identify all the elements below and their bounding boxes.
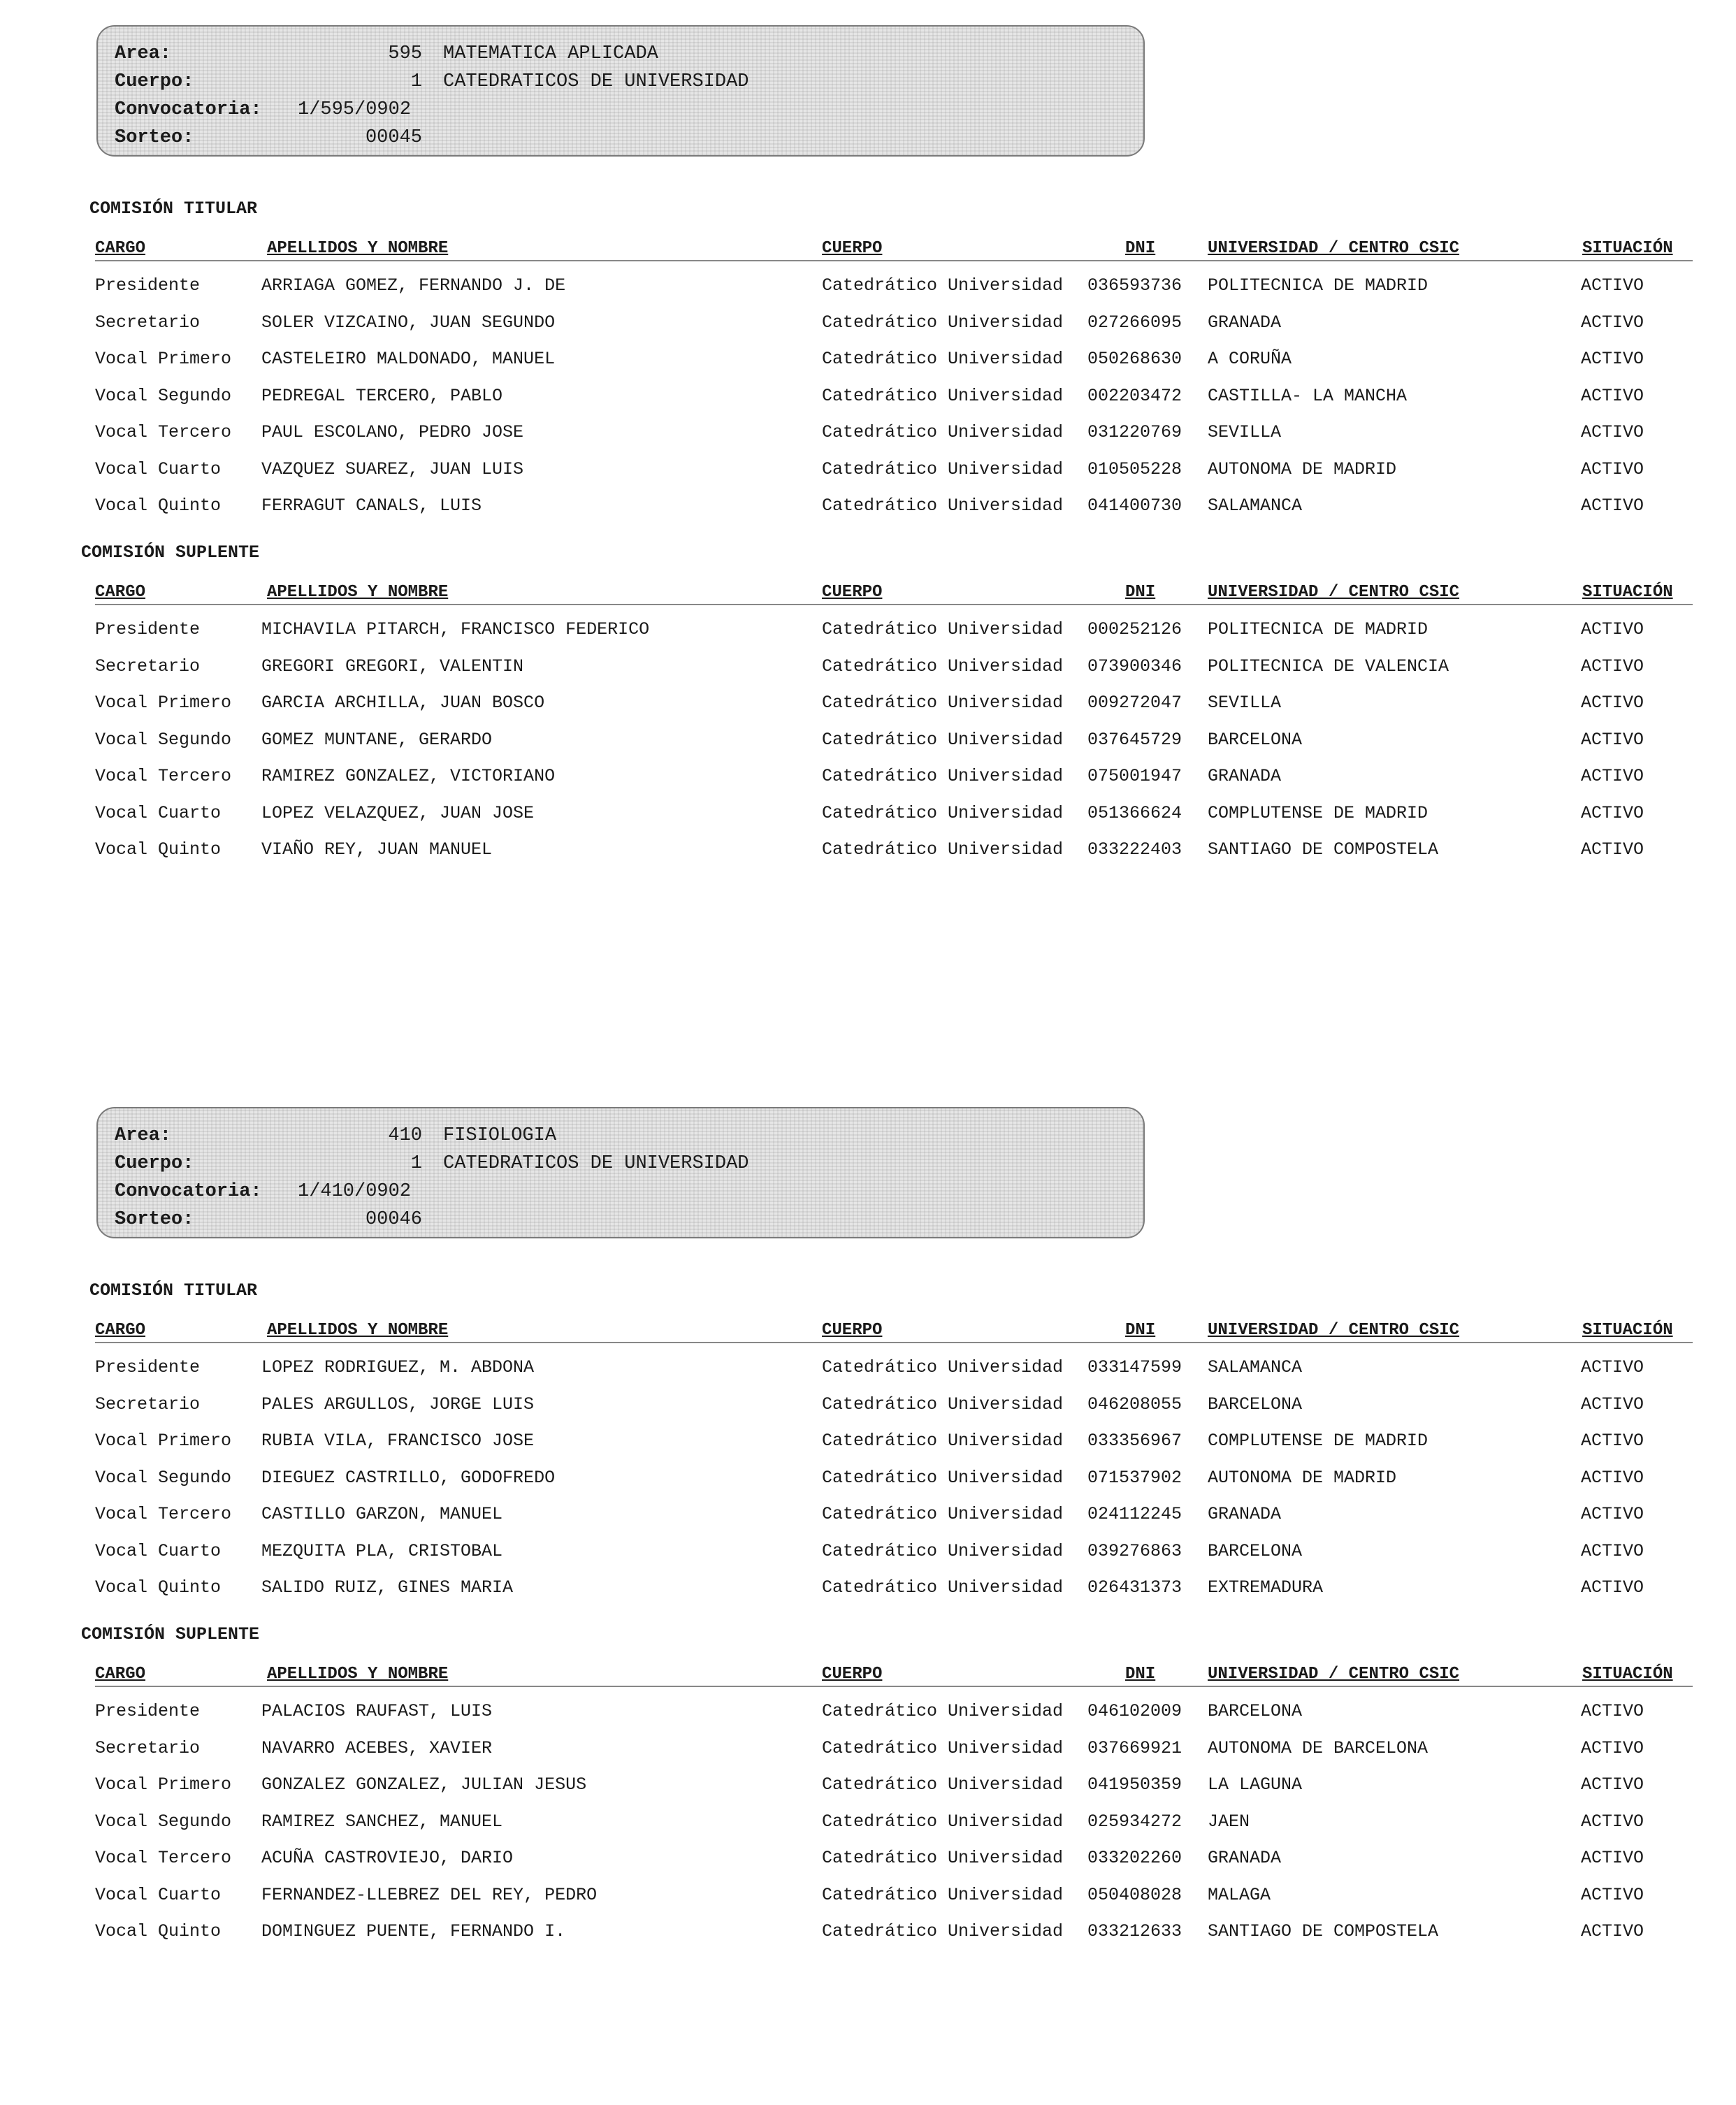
cargo-cell: Presidente xyxy=(95,275,201,296)
cuerpo-cell: Catedrático Universidad xyxy=(822,619,1064,639)
situacion-cell: ACTIVO xyxy=(1581,619,1644,639)
cuerpo-cell: Catedrático Universidad xyxy=(822,1394,1064,1415)
dni-cell: 033212633 xyxy=(1087,1921,1182,1941)
situacion-cell: ACTIVO xyxy=(1581,1504,1644,1524)
header-cuerpo: CUERPO xyxy=(822,239,883,258)
cuerpo-cell: Catedrático Universidad xyxy=(822,422,1064,442)
section-suplente-title: COMISIÓN SUPLENTE xyxy=(81,1624,260,1644)
header-rule xyxy=(95,1686,1693,1687)
cargo-cell: Vocal Primero xyxy=(95,1431,232,1451)
dni-cell: 026431373 xyxy=(1087,1577,1182,1598)
cuerpo-cell: Catedrático Universidad xyxy=(822,839,1064,860)
header-cuerpo: CUERPO xyxy=(822,1665,883,1684)
universidad-cell: POLITECNICA DE MADRID xyxy=(1208,275,1428,296)
dni-cell: 033202260 xyxy=(1087,1848,1182,1868)
area-code: 595 xyxy=(388,43,422,64)
cargo-cell: Presidente xyxy=(95,1357,201,1377)
cuerpo-cell: Catedrático Universidad xyxy=(822,1884,1064,1905)
sorteo-value: 00045 xyxy=(365,127,422,148)
header-universidad: UNIVERSIDAD / CENTRO CSIC xyxy=(1208,239,1460,258)
nombre-cell: GARCIA ARCHILLA, JUAN BOSCO xyxy=(261,693,545,713)
cuerpo-cell: Catedrático Universidad xyxy=(822,656,1064,677)
universidad-cell: LA LAGUNA xyxy=(1208,1774,1303,1795)
cuerpo-cell: Catedrático Universidad xyxy=(822,1431,1064,1451)
cuerpo-label: Cuerpo: xyxy=(115,71,194,92)
dni-cell: 050408028 xyxy=(1087,1884,1182,1905)
universidad-cell: SALAMANCA xyxy=(1208,1357,1303,1377)
header-rule xyxy=(95,260,1693,261)
convocatoria-value: 1/595/0902 xyxy=(298,99,412,120)
table-row xyxy=(0,1541,1736,1577)
header-cargo: CARGO xyxy=(95,1665,146,1684)
table-row xyxy=(0,839,1736,876)
nombre-cell: GREGORI GREGORI, VALENTIN xyxy=(261,656,524,677)
cuerpo-cell: Catedrático Universidad xyxy=(822,275,1064,296)
nombre-cell: LOPEZ VELAZQUEZ, JUAN JOSE xyxy=(261,802,535,823)
header-situacion: SITUACIÓN xyxy=(1582,239,1673,258)
table-row xyxy=(0,1701,1736,1737)
nombre-cell: MEZQUITA PLA, CRISTOBAL xyxy=(261,1540,503,1561)
header-nombre: APELLIDOS Y NOMBRE xyxy=(267,1321,449,1340)
header-cargo: CARGO xyxy=(95,583,146,602)
nombre-cell: RAMIREZ SANCHEZ, MANUEL xyxy=(261,1811,503,1832)
cargo-cell: Vocal Quinto xyxy=(95,495,222,516)
area-label: Area: xyxy=(115,43,172,64)
dni-cell: 037645729 xyxy=(1087,729,1182,750)
cargo-cell: Vocal Segundo xyxy=(95,385,232,406)
cargo-cell: Vocal Quinto xyxy=(95,1921,222,1941)
dni-cell: 010505228 xyxy=(1087,458,1182,479)
table-row xyxy=(0,1738,1736,1774)
cargo-cell: Vocal Cuarto xyxy=(95,1884,222,1905)
universidad-cell: AUTONOMA DE MADRID xyxy=(1208,458,1397,479)
area-label: Area: xyxy=(115,1125,172,1146)
cuerpo-cell: Catedrático Universidad xyxy=(822,1921,1064,1941)
info-box xyxy=(96,25,1145,157)
header-dni: DNI xyxy=(1125,1321,1156,1340)
cuerpo-code: 1 xyxy=(410,71,422,92)
cargo-cell: Secretario xyxy=(95,1737,201,1758)
dni-cell: 009272047 xyxy=(1087,693,1182,713)
cuerpo-cell: Catedrático Universidad xyxy=(822,349,1064,369)
cuerpo-cell: Catedrático Universidad xyxy=(822,385,1064,406)
table-row xyxy=(0,1921,1736,1958)
universidad-cell: BARCELONA xyxy=(1208,1701,1303,1721)
universidad-cell: AUTONOMA DE MADRID xyxy=(1208,1467,1397,1488)
header-nombre: APELLIDOS Y NOMBRE xyxy=(267,239,449,258)
table-row xyxy=(0,1468,1736,1504)
header-dni: DNI xyxy=(1125,1665,1156,1684)
header-universidad: UNIVERSIDAD / CENTRO CSIC xyxy=(1208,583,1460,602)
situacion-cell: ACTIVO xyxy=(1581,495,1644,516)
universidad-cell: GRANADA xyxy=(1208,1848,1282,1868)
situacion-cell: ACTIVO xyxy=(1581,1921,1644,1941)
cuerpo-cell: Catedrático Universidad xyxy=(822,458,1064,479)
cuerpo-cell: Catedrático Universidad xyxy=(822,1774,1064,1795)
situacion-cell: ACTIVO xyxy=(1581,275,1644,296)
cargo-cell: Secretario xyxy=(95,312,201,333)
situacion-cell: ACTIVO xyxy=(1581,729,1644,750)
situacion-cell: ACTIVO xyxy=(1581,1884,1644,1905)
cuerpo-cell: Catedrático Universidad xyxy=(822,312,1064,333)
dni-cell: 046208055 xyxy=(1087,1394,1182,1415)
situacion-cell: ACTIVO xyxy=(1581,1737,1644,1758)
situacion-cell: ACTIVO xyxy=(1581,312,1644,333)
nombre-cell: PALACIOS RAUFAST, LUIS xyxy=(261,1701,493,1721)
nombre-cell: PAUL ESCOLANO, PEDRO JOSE xyxy=(261,422,524,442)
situacion-cell: ACTIVO xyxy=(1581,1431,1644,1451)
nombre-cell: ACUÑA CASTROVIEJO, DARIO xyxy=(261,1848,514,1868)
nombre-cell: GOMEZ MUNTANE, GERARDO xyxy=(261,729,493,750)
situacion-cell: ACTIVO xyxy=(1581,1577,1644,1598)
dni-cell: 033222403 xyxy=(1087,839,1182,860)
area-name: FISIOLOGIA xyxy=(443,1125,557,1146)
nombre-cell: VAZQUEZ SUAREZ, JUAN LUIS xyxy=(261,458,524,479)
table-row xyxy=(0,422,1736,458)
header-universidad: UNIVERSIDAD / CENTRO CSIC xyxy=(1208,1321,1460,1340)
cuerpo-cell: Catedrático Universidad xyxy=(822,1357,1064,1377)
nombre-cell: FERNANDEZ-LLEBREZ DEL REY, PEDRO xyxy=(261,1884,598,1905)
universidad-cell: MALAGA xyxy=(1208,1884,1271,1905)
universidad-cell: SALAMANCA xyxy=(1208,495,1303,516)
nombre-cell: DIEGUEZ CASTRILLO, GODOFREDO xyxy=(261,1467,556,1488)
dni-cell: 025934272 xyxy=(1087,1811,1182,1832)
situacion-cell: ACTIVO xyxy=(1581,1848,1644,1868)
sorteo-value: 00046 xyxy=(365,1209,422,1230)
situacion-cell: ACTIVO xyxy=(1581,802,1644,823)
cargo-cell: Vocal Tercero xyxy=(95,1504,232,1524)
header-cuerpo: CUERPO xyxy=(822,1321,883,1340)
universidad-cell: GRANADA xyxy=(1208,766,1282,786)
universidad-cell: POLITECNICA DE VALENCIA xyxy=(1208,656,1449,677)
dni-cell: 000252126 xyxy=(1087,619,1182,639)
nombre-cell: PEDREGAL TERCERO, PABLO xyxy=(261,385,503,406)
cuerpo-cell: Catedrático Universidad xyxy=(822,1467,1064,1488)
table-row xyxy=(0,495,1736,532)
convocatoria-value: 1/410/0902 xyxy=(298,1181,412,1202)
header-universidad: UNIVERSIDAD / CENTRO CSIC xyxy=(1208,1665,1460,1684)
universidad-cell: SANTIAGO DE COMPOSTELA xyxy=(1208,839,1439,860)
universidad-cell: SEVILLA xyxy=(1208,693,1282,713)
cuerpo-label: Cuerpo: xyxy=(115,1153,194,1174)
universidad-cell: BARCELONA xyxy=(1208,1540,1303,1561)
table-row xyxy=(0,1431,1736,1467)
universidad-cell: SANTIAGO DE COMPOSTELA xyxy=(1208,1921,1439,1941)
table-row xyxy=(0,312,1736,349)
dni-cell: 071537902 xyxy=(1087,1467,1182,1488)
nombre-cell: CASTILLO GARZON, MANUEL xyxy=(261,1504,503,1524)
header-situacion: SITUACIÓN xyxy=(1582,583,1673,602)
table-row xyxy=(0,1504,1736,1540)
table-row xyxy=(0,656,1736,693)
cargo-cell: Presidente xyxy=(95,1701,201,1721)
dni-cell: 039276863 xyxy=(1087,1540,1182,1561)
dni-cell: 051366624 xyxy=(1087,802,1182,823)
situacion-cell: ACTIVO xyxy=(1581,1467,1644,1488)
header-cargo: CARGO xyxy=(95,239,146,258)
nombre-cell: MICHAVILA PITARCH, FRANCISCO FEDERICO xyxy=(261,619,650,639)
header-nombre: APELLIDOS Y NOMBRE xyxy=(267,1665,449,1684)
nombre-cell: SOLER VIZCAINO, JUAN SEGUNDO xyxy=(261,312,556,333)
universidad-cell: A CORUÑA xyxy=(1208,349,1292,369)
universidad-cell: GRANADA xyxy=(1208,312,1282,333)
cuerpo-cell: Catedrático Universidad xyxy=(822,495,1064,516)
dni-cell: 033147599 xyxy=(1087,1357,1182,1377)
cargo-cell: Vocal Tercero xyxy=(95,1848,232,1868)
table-row xyxy=(0,1577,1736,1614)
dni-cell: 046102009 xyxy=(1087,1701,1182,1721)
cuerpo-name: CATEDRATICOS DE UNIVERSIDAD xyxy=(443,71,749,92)
cuerpo-cell: Catedrático Universidad xyxy=(822,693,1064,713)
situacion-cell: ACTIVO xyxy=(1581,839,1644,860)
dni-cell: 024112245 xyxy=(1087,1504,1182,1524)
nombre-cell: ARRIAGA GOMEZ, FERNANDO J. DE xyxy=(261,275,566,296)
table-row xyxy=(0,619,1736,656)
nombre-cell: FERRAGUT CANALS, LUIS xyxy=(261,495,482,516)
dni-cell: 002203472 xyxy=(1087,385,1182,406)
situacion-cell: ACTIVO xyxy=(1581,1540,1644,1561)
cuerpo-code: 1 xyxy=(410,1153,422,1174)
header-rule xyxy=(95,604,1693,605)
nombre-cell: NAVARRO ACEBES, XAVIER xyxy=(261,1737,493,1758)
dni-cell: 075001947 xyxy=(1087,766,1182,786)
situacion-cell: ACTIVO xyxy=(1581,1394,1644,1415)
universidad-cell: SEVILLA xyxy=(1208,422,1282,442)
area-code: 410 xyxy=(388,1125,422,1146)
dni-cell: 041950359 xyxy=(1087,1774,1182,1795)
dni-cell: 050268630 xyxy=(1087,349,1182,369)
cuerpo-cell: Catedrático Universidad xyxy=(822,802,1064,823)
cargo-cell: Vocal Cuarto xyxy=(95,458,222,479)
situacion-cell: ACTIVO xyxy=(1581,349,1644,369)
nombre-cell: DOMINGUEZ PUENTE, FERNANDO I. xyxy=(261,1921,566,1941)
situacion-cell: ACTIVO xyxy=(1581,656,1644,677)
table-row xyxy=(0,1848,1736,1884)
situacion-cell: ACTIVO xyxy=(1581,693,1644,713)
dni-cell: 073900346 xyxy=(1087,656,1182,677)
cargo-cell: Vocal Primero xyxy=(95,349,232,369)
header-cuerpo: CUERPO xyxy=(822,583,883,602)
area-name: MATEMATICA APLICADA xyxy=(443,43,658,64)
convocatoria-label: Convocatoria: xyxy=(115,1181,262,1202)
dni-cell: 027266095 xyxy=(1087,312,1182,333)
nombre-cell: PALES ARGULLOS, JORGE LUIS xyxy=(261,1394,535,1415)
header-situacion: SITUACIÓN xyxy=(1582,1321,1673,1340)
cuerpo-cell: Catedrático Universidad xyxy=(822,1811,1064,1832)
cuerpo-cell: Catedrático Universidad xyxy=(822,729,1064,750)
cuerpo-cell: Catedrático Universidad xyxy=(822,1701,1064,1721)
cargo-cell: Vocal Cuarto xyxy=(95,802,222,823)
cuerpo-cell: Catedrático Universidad xyxy=(822,1848,1064,1868)
universidad-cell: BARCELONA xyxy=(1208,1394,1303,1415)
table-row xyxy=(0,766,1736,802)
situacion-cell: ACTIVO xyxy=(1581,1701,1644,1721)
header-rule xyxy=(95,1342,1693,1343)
universidad-cell: CASTILLA- LA MANCHA xyxy=(1208,385,1408,406)
dni-cell: 037669921 xyxy=(1087,1737,1182,1758)
cargo-cell: Secretario xyxy=(95,1394,201,1415)
dni-cell: 041400730 xyxy=(1087,495,1182,516)
table-row xyxy=(0,459,1736,495)
nombre-cell: RUBIA VILA, FRANCISCO JOSE xyxy=(261,1431,535,1451)
situacion-cell: ACTIVO xyxy=(1581,385,1644,406)
cargo-cell: Vocal Segundo xyxy=(95,1467,232,1488)
cuerpo-cell: Catedrático Universidad xyxy=(822,1504,1064,1524)
header-dni: DNI xyxy=(1125,583,1156,602)
universidad-cell: EXTREMADURA xyxy=(1208,1577,1324,1598)
section-suplente-title: COMISIÓN SUPLENTE xyxy=(81,542,260,563)
universidad-cell: COMPLUTENSE DE MADRID xyxy=(1208,1431,1428,1451)
universidad-cell: POLITECNICA DE MADRID xyxy=(1208,619,1428,639)
header-situacion: SITUACIÓN xyxy=(1582,1665,1673,1684)
header-cargo: CARGO xyxy=(95,1321,146,1340)
cargo-cell: Vocal Primero xyxy=(95,1774,232,1795)
table-row xyxy=(0,349,1736,385)
table-row xyxy=(0,275,1736,312)
situacion-cell: ACTIVO xyxy=(1581,458,1644,479)
header-nombre: APELLIDOS Y NOMBRE xyxy=(267,583,449,602)
header-dni: DNI xyxy=(1125,239,1156,258)
cuerpo-cell: Catedrático Universidad xyxy=(822,1540,1064,1561)
cargo-cell: Vocal Tercero xyxy=(95,422,232,442)
cargo-cell: Vocal Quinto xyxy=(95,839,222,860)
cuerpo-cell: Catedrático Universidad xyxy=(822,1737,1064,1758)
situacion-cell: ACTIVO xyxy=(1581,422,1644,442)
cargo-cell: Vocal Cuarto xyxy=(95,1540,222,1561)
nombre-cell: LOPEZ RODRIGUEZ, M. ABDONA xyxy=(261,1357,535,1377)
table-row xyxy=(0,386,1736,422)
situacion-cell: ACTIVO xyxy=(1581,766,1644,786)
cuerpo-name: CATEDRATICOS DE UNIVERSIDAD xyxy=(443,1153,749,1174)
sorteo-label: Sorteo: xyxy=(115,127,194,148)
table-row xyxy=(0,1394,1736,1431)
universidad-cell: JAEN xyxy=(1208,1811,1250,1832)
cargo-cell: Secretario xyxy=(95,656,201,677)
cargo-cell: Vocal Primero xyxy=(95,693,232,713)
table-row xyxy=(0,803,1736,839)
cuerpo-cell: Catedrático Universidad xyxy=(822,1577,1064,1598)
dni-cell: 033356967 xyxy=(1087,1431,1182,1451)
convocatoria-label: Convocatoria: xyxy=(115,99,262,120)
info-box xyxy=(96,1107,1145,1238)
table-row xyxy=(0,730,1736,766)
dni-cell: 031220769 xyxy=(1087,422,1182,442)
nombre-cell: CASTELEIRO MALDONADO, MANUEL xyxy=(261,349,556,369)
situacion-cell: ACTIVO xyxy=(1581,1811,1644,1832)
nombre-cell: RAMIREZ GONZALEZ, VICTORIANO xyxy=(261,766,556,786)
table-row xyxy=(0,693,1736,729)
nombre-cell: SALIDO RUIZ, GINES MARIA xyxy=(261,1577,514,1598)
cargo-cell: Vocal Quinto xyxy=(95,1577,222,1598)
nombre-cell: GONZALEZ GONZALEZ, JULIAN JESUS xyxy=(261,1774,587,1795)
cargo-cell: Vocal Segundo xyxy=(95,1811,232,1832)
universidad-cell: GRANADA xyxy=(1208,1504,1282,1524)
table-row xyxy=(0,1885,1736,1921)
universidad-cell: AUTONOMA DE BARCELONA xyxy=(1208,1737,1428,1758)
universidad-cell: COMPLUTENSE DE MADRID xyxy=(1208,802,1428,823)
cargo-cell: Vocal Segundo xyxy=(95,729,232,750)
section-titular-title: COMISIÓN TITULAR xyxy=(89,1280,258,1301)
dni-cell: 036593736 xyxy=(1087,275,1182,296)
table-row xyxy=(0,1774,1736,1811)
universidad-cell: BARCELONA xyxy=(1208,729,1303,750)
section-titular-title: COMISIÓN TITULAR xyxy=(89,198,258,219)
cargo-cell: Presidente xyxy=(95,619,201,639)
table-row xyxy=(0,1811,1736,1848)
cargo-cell: Vocal Tercero xyxy=(95,766,232,786)
nombre-cell: VIAÑO REY, JUAN MANUEL xyxy=(261,839,493,860)
table-row xyxy=(0,1357,1736,1394)
situacion-cell: ACTIVO xyxy=(1581,1774,1644,1795)
situacion-cell: ACTIVO xyxy=(1581,1357,1644,1377)
cuerpo-cell: Catedrático Universidad xyxy=(822,766,1064,786)
sorteo-label: Sorteo: xyxy=(115,1209,194,1230)
